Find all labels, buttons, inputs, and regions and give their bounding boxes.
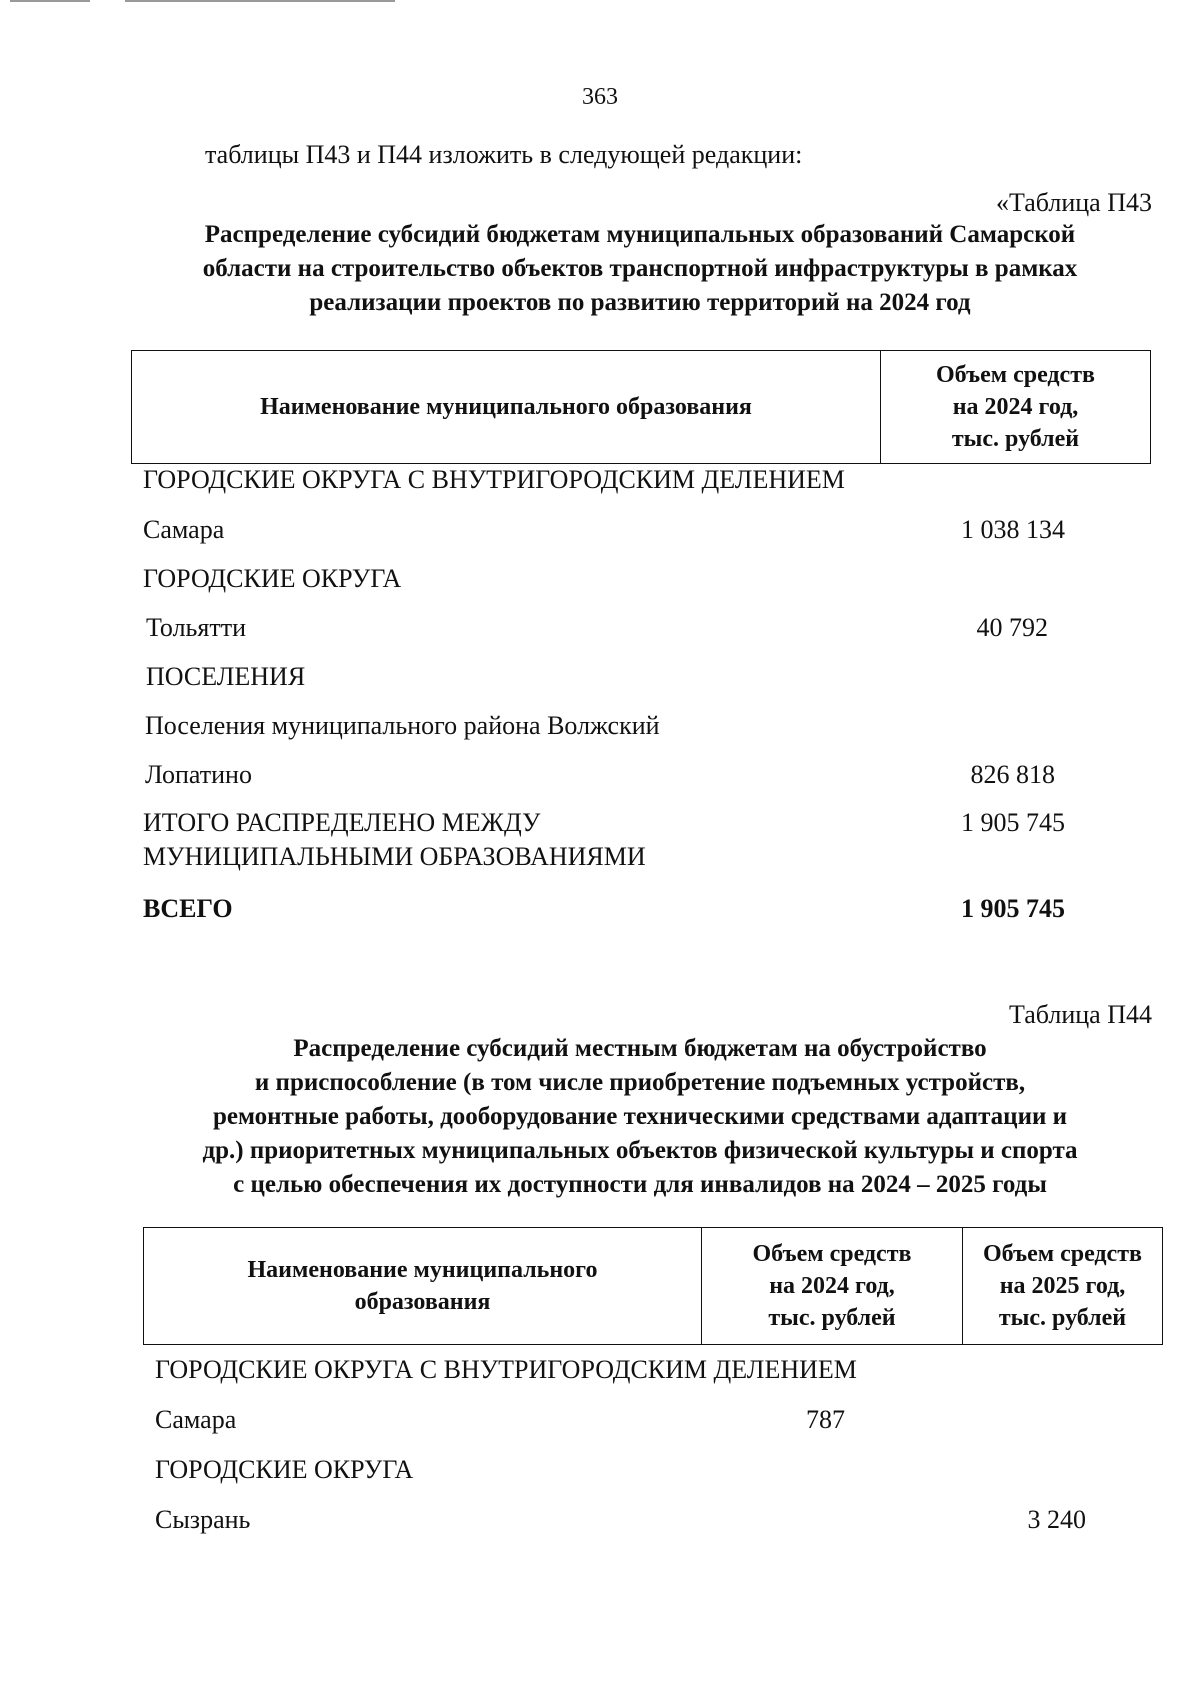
table-p44-label: Таблица П44 — [1009, 1000, 1152, 1029]
table-p43-total-distributed-value: 1 905 745 — [961, 808, 1065, 837]
header-line: Объем средств — [983, 1241, 1142, 1267]
title-line: с целью обеспечения их доступности для инвалидов на 2024 – 2025 годы — [233, 1171, 1047, 1198]
table-p44-row-value-2025: 3 240 — [1027, 1505, 1086, 1534]
title-line: Распределение субсидий бюджетам муниципальных образований Самарской — [204, 221, 1076, 248]
table-p43-section-row: ГОРОДСКИЕ ОКРУГА С ВНУТРИГОРОДСКИМ ДЕЛЕНИЕМ — [143, 465, 845, 494]
title-line: и приспособление (в том числе приобретение подъемных устройств, — [254, 1069, 1026, 1096]
table-p44-title — [120, 1032, 1160, 1202]
table-p43-row-name: Лопатино — [145, 760, 252, 789]
table-p43-header — [131, 350, 1151, 464]
table-p43-grand-total-label: ВСЕГО — [143, 894, 233, 923]
header-line: на 2024 год, — [952, 394, 1079, 420]
table-p43-row-name: Тольятти — [146, 613, 247, 642]
table-p43-label: «Таблица П43 — [996, 188, 1152, 217]
table-p43-row-value: 826 818 — [970, 760, 1055, 789]
table-p43-row-value: 40 792 — [976, 613, 1048, 642]
table-p43-row-name: Поселения муниципального района Волжский — [145, 711, 660, 740]
table-p43-title — [120, 218, 1160, 320]
table-p43-row-value: 1 038 134 — [961, 515, 1065, 544]
table-p44-row-name: Самара — [155, 1405, 237, 1434]
table-p44-section-row: ГОРОДСКИЕ ОКРУГА — [155, 1455, 414, 1484]
header-line: тыс. рублей — [951, 426, 1080, 452]
title-line: реализации проектов по развитию территорий на 2024 год — [309, 289, 971, 316]
title-line: Распределение субсидий местным бюджетам на обустройство — [293, 1035, 987, 1062]
column-header-amount-2025 — [963, 1228, 1163, 1345]
header-line: Объем средств — [936, 362, 1095, 388]
table-p43-grand-total-value: 1 905 745 — [961, 894, 1065, 923]
table-p44-row-name: Сызрань — [155, 1505, 251, 1534]
total-line: МУНИЦИПАЛЬНЫМИ ОБРАЗОВАНИЯМИ — [143, 842, 646, 871]
intro-text: таблицы П43 и П44 изложить в следующей редакции: — [205, 140, 803, 169]
table-p43-total-distributed-label — [143, 806, 646, 874]
header-line: тыс. рублей — [998, 1305, 1127, 1331]
table-p43-section-row: ГОРОДСКИЕ ОКРУГА — [143, 564, 402, 593]
header-line: тыс. рублей — [768, 1305, 896, 1331]
table-p44-header — [143, 1227, 1163, 1345]
header-line: на 2024 год, — [769, 1273, 895, 1299]
table-p43-section-row: ПОСЕЛЕНИЯ — [146, 662, 306, 691]
table-p44-section-row: ГОРОДСКИЕ ОКРУГА С ВНУТРИГОРОДСКИМ ДЕЛЕНИЕМ — [155, 1355, 857, 1384]
header-line: Объем средств — [752, 1241, 912, 1267]
table-p43-row-name: Самара — [143, 515, 225, 544]
scan-edge-mark — [10, 0, 90, 2]
column-header-name — [144, 1228, 702, 1345]
page-number: 363 — [582, 84, 618, 110]
column-header-amount-2024 — [702, 1228, 963, 1345]
total-line: ИТОГО РАСПРЕДЕЛЕНО МЕЖДУ — [143, 808, 541, 837]
title-line: ремонтные работы, дооборудование техническими средствами адаптации и — [212, 1103, 1068, 1130]
title-line: др.) приоритетных муниципальных объектов физической культуры и спорта — [202, 1137, 1078, 1164]
title-line: области на строительство объектов транспортной инфраструктуры в рамках — [202, 255, 1078, 282]
header-line: на 2025 год, — [999, 1273, 1126, 1299]
header-line: образования — [354, 1289, 491, 1315]
table-p44-row-value-2024: 787 — [806, 1405, 845, 1434]
header-line: Наименование муниципального — [247, 1257, 598, 1283]
column-header-name: Наименование муниципального образования — [132, 351, 881, 464]
scan-edge-mark — [125, 0, 395, 2]
column-header-amount-2024 — [881, 351, 1151, 464]
